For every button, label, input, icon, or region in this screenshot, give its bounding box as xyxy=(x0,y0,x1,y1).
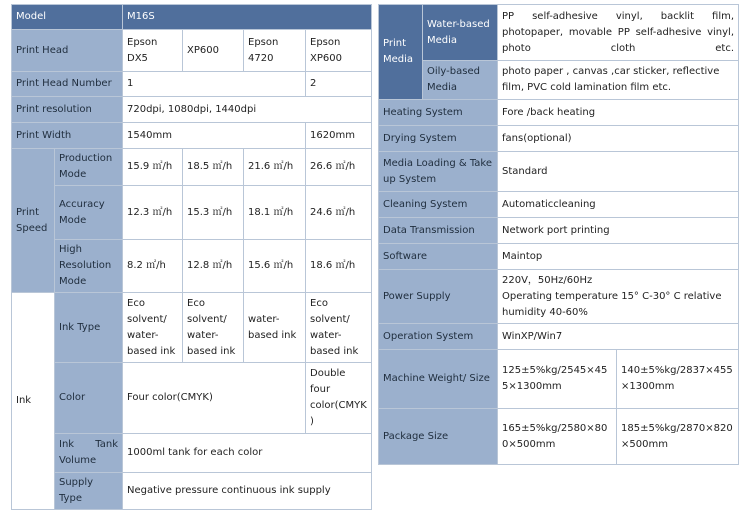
operation-system-label: Operation System xyxy=(379,324,498,350)
print-media-label: Print Media xyxy=(379,5,423,100)
print-width-value: 1540mm xyxy=(123,123,306,149)
ink-tank-volume-value: 1000ml tank for each color xyxy=(123,434,372,473)
water-based-media-value: PP self-adhesive vinyl, backlit film, photopaper, movable PP self-adhesive vinyl, photo cloth etc. xyxy=(498,5,739,61)
cleaning-system-label: Cleaning System xyxy=(379,192,498,218)
ink-type-value: water-based ink xyxy=(244,293,306,363)
power-supply-value xyxy=(498,270,739,324)
speed-value: 15.6 ㎡/h xyxy=(244,240,306,293)
water-based-media-label: Water-based Media xyxy=(423,5,498,61)
print-width-label: Print Width xyxy=(12,123,123,149)
speed-value: 18.1 ㎡/h xyxy=(244,186,306,240)
ink-label: Ink xyxy=(12,293,55,510)
speed-value: 18.6 ㎡/h xyxy=(306,240,372,293)
oily-based-media-value: photo paper , canvas ,car sticker, reflective film, PVC cold lamination film etc. xyxy=(498,61,739,100)
oily-based-media-label: Oily-based Media xyxy=(423,61,498,100)
machine-weight-value: 125±5%kg/2545×455×1300mm xyxy=(498,350,617,409)
speed-value: 21.6 ㎡/h xyxy=(244,149,306,186)
ink-type-label: Ink Type xyxy=(55,293,123,363)
power-supply-environment: Operating temperature 15° C-30° C relative humidity 40-60% xyxy=(502,290,722,318)
color-value: Double four color(CMYK) xyxy=(306,363,372,434)
software-label: Software xyxy=(379,244,498,270)
supply-type-value: Negative pressure continuous ink supply xyxy=(123,473,372,510)
printer-spec-table-left xyxy=(11,4,372,510)
supply-type-label: Supply Type xyxy=(55,473,123,510)
speed-mode-label: Production Mode xyxy=(55,149,123,186)
machine-weight-label: Machine Weight/ Size xyxy=(379,350,498,409)
speed-value: 15.3 ㎡/h xyxy=(183,186,244,240)
data-transmission-value: Network port printing xyxy=(498,218,739,244)
speed-value: 12.3 ㎡/h xyxy=(123,186,183,240)
print-speed-label: Print Speed xyxy=(12,149,55,293)
print-head-number-label: Print Head Number xyxy=(12,72,123,97)
color-value: Four color(CMYK) xyxy=(123,363,306,434)
speed-value: 8.2 ㎡/h xyxy=(123,240,183,293)
ink-type-value: Eco solvent/ water-based ink xyxy=(183,293,244,363)
print-head-value: Epson DX5 xyxy=(123,30,183,72)
cleaning-system-value: Automaticcleaning xyxy=(498,192,739,218)
speed-mode-label: High Resolution Mode xyxy=(55,240,123,293)
software-value: Maintop xyxy=(498,244,739,270)
print-head-value: Epson 4720 xyxy=(244,30,306,72)
speed-mode-label: Accuracy Mode xyxy=(55,186,123,240)
color-label: Color xyxy=(55,363,123,434)
media-loading-value: Standard xyxy=(498,152,739,192)
print-resolution-value: 720dpi, 1080dpi, 1440dpi xyxy=(123,97,372,123)
speed-value: 18.5 ㎡/h xyxy=(183,149,244,186)
print-head-value: XP600 xyxy=(183,30,244,72)
drying-system-value: fans(optional) xyxy=(498,126,739,152)
speed-value: 15.9 ㎡/h xyxy=(123,149,183,186)
model-value: M16S xyxy=(123,5,372,30)
operation-system-value: WinXP/Win7 xyxy=(498,324,739,350)
ink-tank-volume-label: Ink Tank Volume xyxy=(55,434,123,473)
machine-weight-value: 140±5%kg/2837×455×1300mm xyxy=(617,350,739,409)
heating-system-value: Fore /back heating xyxy=(498,100,739,126)
ink-type-value: Eco solvent/ water-based ink xyxy=(123,293,183,363)
package-size-value: 165±5%kg/2580×800×500mm xyxy=(498,409,617,465)
print-head-number-value: 2 xyxy=(306,72,372,97)
print-head-number-value: 1 xyxy=(123,72,306,97)
heating-system-label: Heating System xyxy=(379,100,498,126)
printer-spec-table-right xyxy=(378,4,739,465)
package-size-value: 185±5%kg/2870×820×500mm xyxy=(617,409,739,465)
power-supply-voltage: 220V，50Hz/60Hz xyxy=(502,274,593,286)
media-loading-label: Media Loading & Take up System xyxy=(379,152,498,192)
speed-value: 24.6 ㎡/h xyxy=(306,186,372,240)
model-label: Model xyxy=(12,5,123,30)
print-head-label: Print Head xyxy=(12,30,123,72)
speed-value: 12.8 ㎡/h xyxy=(183,240,244,293)
ink-type-value: Eco solvent/ water-based ink xyxy=(306,293,372,363)
speed-value: 26.6 ㎡/h xyxy=(306,149,372,186)
print-width-value: 1620mm xyxy=(306,123,372,149)
data-transmission-label: Data Transmission xyxy=(379,218,498,244)
package-size-label: Package Size xyxy=(379,409,498,465)
print-resolution-label: Print resolution xyxy=(12,97,123,123)
print-head-value: Epson XP600 xyxy=(306,30,372,72)
drying-system-label: Drying System xyxy=(379,126,498,152)
power-supply-label: Power Supply xyxy=(379,270,498,324)
